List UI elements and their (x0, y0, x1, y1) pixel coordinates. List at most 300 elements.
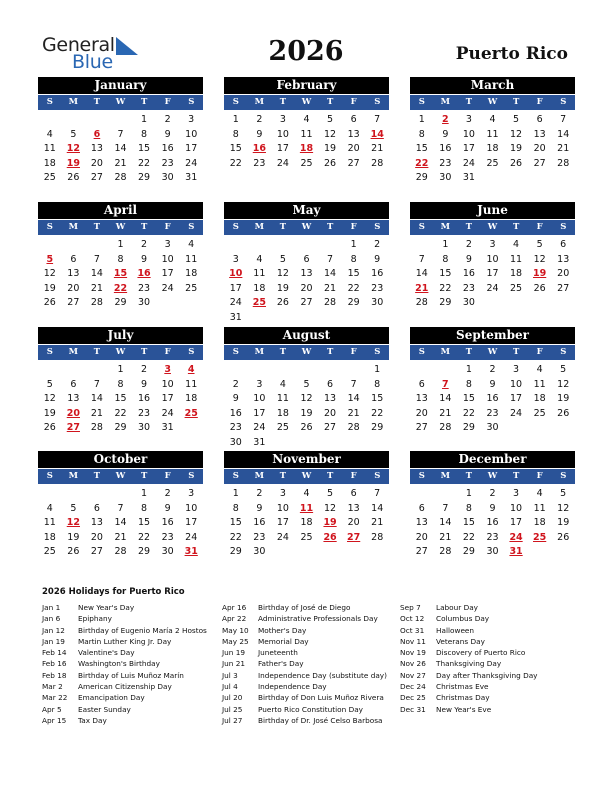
holidays-title: 2026 Holidays for Puerto Rico (42, 587, 185, 597)
day-cell: 30 (486, 422, 499, 433)
empty-cell (410, 487, 434, 502)
country-title: Puerto Rico (455, 44, 568, 64)
holiday-day-cell: 25 (184, 407, 198, 419)
holiday-date: Apr 22 (222, 614, 247, 624)
weekday-label: W (487, 97, 498, 107)
empty-cell (38, 238, 62, 253)
day-cell: 18 (486, 143, 499, 154)
day-cell: 8 (141, 128, 148, 140)
empty-cell (410, 363, 434, 378)
day-cell: 14 (439, 517, 452, 528)
weekday-label: S (232, 222, 239, 232)
day-cell: 14 (114, 517, 127, 528)
holiday-date: Jul 4 (222, 682, 238, 692)
weekday-label: M (440, 347, 451, 357)
day-cell: 25 (300, 531, 313, 543)
day-cell: 2 (141, 364, 148, 375)
day-grid (410, 487, 575, 560)
day-cell: 8 (374, 378, 381, 390)
day-cell: 11 (533, 378, 546, 390)
holiday-date: Jul 27 (222, 715, 243, 725)
day-cell: 12 (510, 128, 523, 140)
day-grid (410, 113, 575, 186)
day-cell: 9 (442, 128, 449, 140)
day-cell: 21 (90, 282, 103, 294)
day-cell: 23 (371, 282, 384, 294)
day-cell: 18 (253, 282, 266, 294)
weekday-label: T (512, 347, 520, 357)
weekday-label: W (115, 347, 126, 357)
weekday-label: F (164, 222, 171, 232)
holiday-name: Father's Day (258, 659, 304, 669)
holiday-name: Independence Day (258, 682, 327, 692)
empty-cell (62, 487, 86, 502)
logo-word-blue: Blue (72, 51, 113, 73)
day-cell: 28 (439, 422, 452, 433)
day-cell: 26 (557, 407, 570, 419)
day-cell: 10 (185, 128, 198, 140)
day-cell: 13 (557, 253, 570, 265)
day-cell: 21 (371, 143, 384, 154)
day-cell: 26 (67, 546, 80, 557)
month-name: April (38, 202, 203, 219)
day-cell: 9 (141, 253, 148, 265)
day-cell: 11 (185, 378, 198, 390)
day-cell: 5 (279, 253, 286, 265)
day-cell: 6 (303, 253, 310, 265)
weekday-label: S (232, 347, 239, 357)
day-cell: 19 (67, 531, 80, 543)
day-cell: 11 (43, 517, 56, 528)
weekday-label: T (93, 471, 101, 481)
day-cell: 24 (161, 282, 174, 294)
day-cell: 28 (415, 297, 428, 308)
day-grid (38, 113, 203, 186)
day-cell: 6 (418, 378, 425, 390)
month-name: December (410, 451, 575, 468)
holiday-name: Birthday of Dr. José Celso Barbosa (258, 715, 383, 725)
holiday-row (42, 636, 207, 647)
day-cell: 25 (533, 407, 546, 419)
holiday-date: Jan 12 (42, 625, 65, 635)
holiday-name: Christmas Eve (436, 682, 489, 692)
day-cell: 18 (276, 407, 289, 419)
day-cell: 20 (90, 157, 103, 169)
holiday-row (400, 613, 538, 624)
weekday-header (224, 345, 389, 360)
day-cell: 24 (229, 297, 242, 308)
day-cell: 29 (371, 422, 384, 433)
day-cell: 29 (114, 297, 127, 308)
day-cell: 1 (374, 364, 381, 375)
day-cell: 7 (93, 253, 100, 265)
day-cell: 3 (489, 239, 496, 250)
day-cell: 4 (536, 364, 543, 375)
holiday-name: Thanksgiving Day (436, 659, 502, 669)
holiday-date: Nov 19 (400, 648, 426, 658)
day-cell: 23 (253, 531, 266, 543)
day-cell: 17 (276, 143, 289, 154)
day-cell: 18 (533, 517, 546, 528)
day-cell: 25 (510, 282, 523, 294)
day-cell: 27 (347, 157, 360, 169)
day-cell: 14 (371, 502, 384, 514)
day-cell: 6 (70, 253, 77, 265)
holiday-date: Apr 5 (42, 704, 62, 714)
day-cell: 28 (347, 422, 360, 433)
holiday-date: Jul 25 (222, 704, 243, 714)
holiday-date: Apr 15 (42, 715, 67, 725)
holiday-name: Discovery of Puerto Rico (436, 648, 526, 658)
empty-cell (62, 113, 86, 128)
holiday-date: Dec 25 (400, 693, 426, 703)
day-cell: 9 (232, 393, 239, 404)
empty-cell (85, 363, 109, 378)
day-cell: 21 (324, 282, 337, 294)
weekday-label: T (465, 471, 473, 481)
holiday-day-cell: 31 (509, 546, 523, 557)
holiday-row (42, 625, 207, 636)
holiday-name: Halloween (436, 625, 475, 635)
day-cell: 5 (46, 378, 53, 390)
day-cell: 16 (253, 517, 266, 528)
day-cell: 7 (374, 114, 381, 125)
day-cell: 12 (324, 128, 337, 140)
day-cell: 13 (300, 268, 313, 279)
day-cell: 22 (439, 282, 452, 294)
weekday-label: W (487, 222, 498, 232)
holiday-name: Puerto Rico Constitution Day (258, 704, 363, 714)
month-name: September (410, 327, 575, 344)
day-cell: 5 (70, 128, 77, 140)
holiday-date: Feb 14 (42, 648, 67, 658)
weekday-label: M (254, 222, 265, 232)
day-cell: 5 (513, 114, 520, 125)
day-cell: 15 (347, 268, 360, 279)
day-cell: 17 (229, 282, 242, 294)
holiday-day-cell: 19 (66, 157, 80, 169)
day-cell: 6 (536, 114, 543, 125)
holiday-name: Mother's Day (258, 625, 307, 635)
weekday-label: M (68, 471, 79, 481)
holiday-name: Easter Sunday (78, 704, 131, 714)
day-cell: 19 (300, 407, 313, 419)
weekday-label: W (301, 222, 312, 232)
day-cell: 31 (161, 422, 174, 433)
day-cell: 13 (324, 393, 337, 404)
holiday-day-cell: 10 (229, 268, 243, 279)
day-cell: 3 (279, 488, 286, 499)
holiday-day-cell: 18 (299, 143, 314, 154)
day-cell: 8 (117, 253, 124, 265)
day-cell: 5 (536, 239, 543, 250)
day-cell: 6 (418, 502, 425, 514)
weekday-label: S (418, 222, 425, 232)
day-cell: 21 (557, 143, 570, 154)
day-cell: 8 (232, 128, 239, 140)
day-cell: 13 (347, 128, 360, 140)
weekday-label: T (93, 222, 101, 232)
day-cell: 1 (117, 239, 124, 250)
day-cell: 1 (350, 239, 357, 250)
day-cell: 4 (489, 114, 496, 125)
day-cell: 26 (276, 297, 289, 308)
weekday-header (224, 95, 389, 110)
holiday-column (222, 602, 387, 726)
holiday-name: Emancipation Day (78, 693, 145, 703)
month-name: May (224, 202, 389, 219)
weekday-label: W (301, 347, 312, 357)
day-cell: 28 (371, 531, 384, 543)
day-cell: 7 (418, 253, 425, 265)
day-cell: 20 (90, 531, 103, 543)
day-cell: 16 (486, 393, 499, 404)
day-cell: 26 (43, 297, 56, 308)
empty-cell (224, 363, 248, 378)
day-cell: 1 (141, 488, 148, 499)
holiday-row (222, 613, 387, 624)
day-cell: 31 (229, 311, 242, 323)
day-cell: 9 (465, 253, 472, 265)
weekday-label: T (326, 471, 334, 481)
empty-cell (62, 238, 86, 253)
holiday-name: Epiphany (78, 614, 112, 624)
day-cell: 31 (253, 436, 266, 448)
day-cell: 2 (141, 239, 148, 250)
day-cell: 9 (141, 378, 148, 390)
month-name: June (410, 202, 575, 219)
day-cell: 14 (90, 393, 103, 404)
day-cell: 22 (371, 407, 384, 419)
day-cell: 17 (161, 268, 174, 279)
day-cell: 16 (371, 268, 384, 279)
day-cell: 17 (486, 268, 499, 279)
day-cell: 4 (46, 502, 53, 514)
holiday-day-cell: 25 (533, 531, 547, 543)
day-cell: 30 (138, 422, 151, 433)
day-cell: 29 (439, 297, 452, 308)
weekday-label: F (536, 97, 543, 107)
holiday-row (222, 681, 387, 692)
holiday-row (42, 692, 207, 703)
holiday-day-cell: 15 (113, 268, 128, 279)
day-cell: 10 (462, 128, 475, 140)
holiday-day-cell: 20 (66, 407, 80, 419)
holiday-day-cell: 26 (323, 531, 337, 543)
day-cell: 20 (533, 143, 546, 154)
weekday-label: T (140, 347, 148, 357)
day-cell: 11 (486, 128, 499, 140)
empty-cell (85, 487, 109, 502)
holiday-day-cell: 22 (415, 157, 429, 169)
weekday-label: T (512, 471, 520, 481)
day-cell: 21 (90, 407, 103, 419)
day-cell: 26 (533, 282, 546, 294)
holiday-name: Juneteenth (258, 648, 298, 658)
holiday-day-cell: 11 (299, 502, 314, 514)
day-cell: 20 (415, 407, 428, 419)
day-cell: 4 (256, 253, 263, 265)
weekday-label: S (560, 222, 567, 232)
day-cell: 19 (324, 143, 337, 154)
weekday-label: T (279, 97, 287, 107)
empty-cell (295, 238, 319, 253)
day-cell: 21 (439, 407, 452, 419)
day-cell: 25 (43, 172, 56, 183)
month-name: August (224, 327, 389, 344)
holiday-name: Veterans Day (436, 636, 485, 646)
day-cell: 16 (439, 143, 452, 154)
day-cell: 8 (232, 502, 239, 514)
day-cell: 6 (350, 114, 357, 125)
weekday-label: T (140, 471, 148, 481)
day-cell: 27 (415, 546, 428, 557)
empty-cell (62, 363, 86, 378)
holiday-day-cell: 27 (66, 422, 80, 433)
day-cell: 15 (138, 143, 151, 154)
holiday-name: Christmas Day (436, 693, 490, 703)
weekday-label: T (512, 222, 520, 232)
month-november (224, 451, 389, 560)
day-cell: 18 (43, 157, 56, 169)
day-cell: 3 (279, 114, 286, 125)
weekday-label: S (374, 471, 381, 481)
holiday-day-cell: 31 (184, 546, 198, 557)
day-cell: 12 (276, 268, 289, 279)
weekday-label: S (46, 471, 53, 481)
holiday-row (400, 704, 538, 715)
holiday-name: Valentine's Day (78, 648, 135, 658)
day-cell: 15 (114, 393, 127, 404)
weekday-label: S (46, 347, 53, 357)
day-cell: 14 (557, 128, 570, 140)
day-cell: 3 (164, 239, 171, 250)
weekday-header (410, 95, 575, 110)
month-march (410, 77, 575, 186)
holiday-row (42, 647, 207, 658)
day-grid (410, 363, 575, 436)
day-cell: 8 (117, 378, 124, 390)
day-cell: 22 (462, 531, 475, 543)
month-june (410, 202, 575, 311)
day-cell: 18 (185, 393, 198, 404)
day-cell: 7 (327, 253, 334, 265)
weekday-label: T (512, 97, 520, 107)
day-cell: 26 (43, 422, 56, 433)
day-cell: 17 (510, 393, 523, 404)
day-cell: 15 (229, 143, 242, 154)
day-cell: 2 (232, 378, 239, 390)
holiday-day-cell: 2 (442, 114, 449, 125)
day-cell: 15 (462, 393, 475, 404)
day-grid (224, 238, 389, 325)
day-cell: 30 (371, 297, 384, 308)
day-cell: 9 (164, 128, 171, 140)
day-cell: 15 (415, 143, 428, 154)
holiday-day-cell: 21 (415, 282, 429, 294)
day-cell: 24 (510, 407, 523, 419)
empty-cell (434, 487, 458, 502)
holiday-name: Washington's Birthday (78, 659, 160, 669)
weekday-label: T (140, 97, 148, 107)
day-cell: 6 (560, 239, 567, 250)
day-cell: 11 (253, 268, 266, 279)
weekday-label: S (46, 222, 53, 232)
day-cell: 10 (276, 128, 289, 140)
day-cell: 14 (439, 393, 452, 404)
weekday-label: W (115, 97, 126, 107)
empty-cell (434, 363, 458, 378)
holiday-day-cell: 16 (137, 268, 151, 279)
day-cell: 8 (350, 253, 357, 265)
day-cell: 4 (188, 239, 195, 250)
day-cell: 21 (114, 157, 127, 169)
day-cell: 10 (253, 393, 266, 404)
empty-cell (248, 238, 272, 253)
empty-cell (318, 238, 342, 253)
weekday-label: W (115, 222, 126, 232)
holiday-row (222, 692, 387, 703)
empty-cell (295, 363, 319, 378)
holiday-name: New Year's Eve (436, 704, 492, 714)
empty-cell (85, 238, 109, 253)
day-cell: 19 (557, 393, 570, 404)
day-cell: 11 (43, 143, 56, 154)
weekday-header (410, 345, 575, 360)
day-cell: 24 (185, 531, 198, 543)
day-cell: 12 (533, 253, 546, 265)
day-cell: 13 (67, 268, 80, 279)
day-cell: 16 (486, 517, 499, 528)
day-cell: 18 (510, 268, 523, 279)
day-cell: 18 (300, 517, 313, 528)
day-cell: 24 (276, 157, 289, 169)
holiday-day-cell: 14 (370, 128, 384, 140)
day-cell: 25 (486, 157, 499, 169)
holiday-name: American Citizenship Day (78, 682, 172, 692)
day-cell: 17 (185, 143, 198, 154)
day-cell: 4 (46, 128, 53, 140)
empty-cell (342, 363, 366, 378)
holiday-date: Nov 11 (400, 636, 426, 646)
day-cell: 25 (185, 282, 198, 294)
day-cell: 30 (439, 172, 452, 183)
day-cell: 13 (67, 393, 80, 404)
day-cell: 29 (138, 172, 151, 183)
weekday-header (38, 95, 203, 110)
holiday-name: Labour Day (436, 603, 478, 612)
day-cell: 6 (70, 378, 77, 390)
holiday-date: May 25 (222, 636, 249, 646)
day-cell: 10 (185, 502, 198, 514)
holiday-date: Oct 31 (400, 625, 425, 635)
day-cell: 30 (462, 297, 475, 308)
holiday-day-cell: 12 (66, 143, 80, 154)
day-cell: 5 (327, 488, 334, 499)
empty-cell (38, 113, 62, 128)
day-cell: 2 (374, 239, 381, 250)
day-cell: 16 (229, 407, 242, 419)
day-cell: 19 (276, 282, 289, 294)
day-cell: 2 (164, 114, 171, 125)
day-cell: 1 (232, 114, 239, 125)
weekday-label: F (350, 97, 357, 107)
day-cell: 27 (90, 172, 103, 183)
day-cell: 12 (557, 378, 570, 390)
day-cell: 12 (300, 393, 313, 404)
month-january (38, 77, 203, 186)
weekday-label: F (164, 97, 171, 107)
